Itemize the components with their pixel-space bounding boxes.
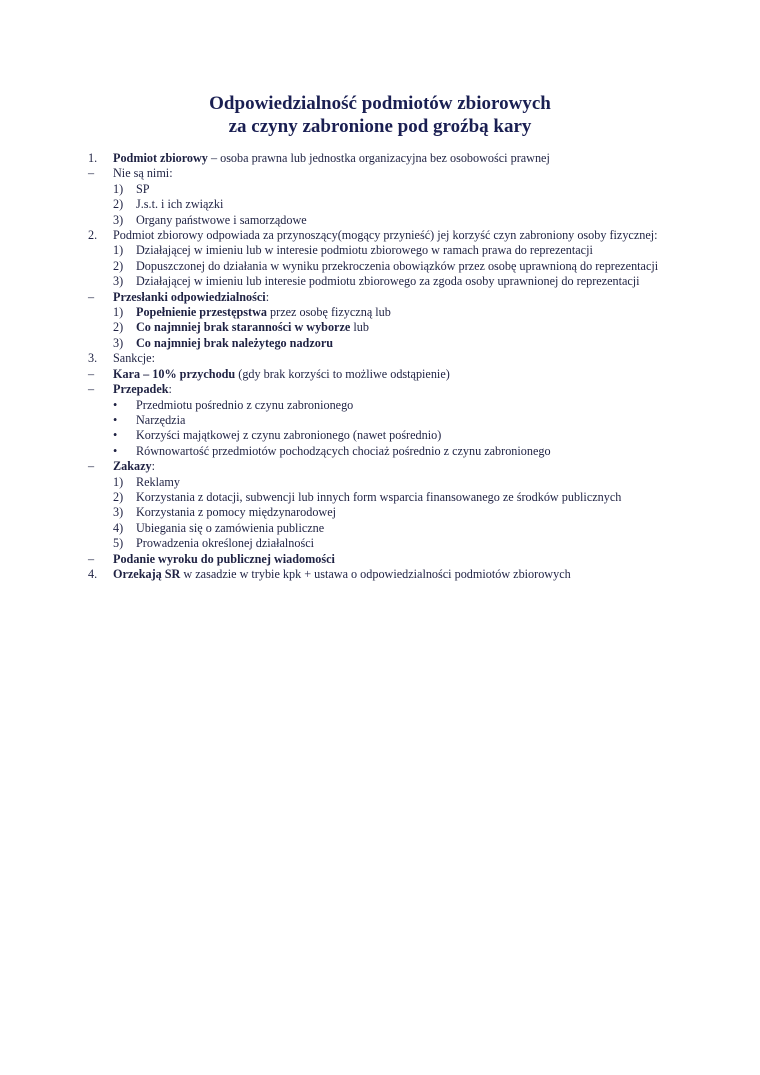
sub-item [88,259,678,274]
item-text: lub [350,320,369,335]
item-text: Sankcje: [113,351,155,366]
item-text: Działającej w imieniu lub w interesie podmiotu zbiorowego w ramach prawa do reprezentacji [136,243,593,258]
dash-marker: – [88,459,95,474]
list-item-4 [88,567,678,582]
sub-number: 3) [113,212,124,227]
bullet-item [88,428,678,443]
item-text: J.s.t. i ich związki [136,197,224,212]
sub-number: 3) [113,274,124,289]
item-text: w zasadzie w trybie kpk + ustawa o odpowiedzialności podmiotów zbiorowych [180,566,571,581]
bold-term: Przepadek [113,382,169,397]
list-number: 2. [88,228,98,243]
dash-item [88,382,678,397]
item-text: Korzystania z pomocy międzynarodowej [136,505,337,520]
list-item-1 [88,151,678,166]
item-text: Korzyści majątkowej z czynu zabronionego (nawet pośrednio) [136,428,442,443]
bullet-item [88,398,678,413]
sub-number: 2) [113,489,124,504]
bullet-marker: • [113,428,118,443]
sub-item [88,521,678,536]
sub-item [88,475,678,490]
item-text: Podmiot zbiorowy odpowiada za przynoszący(mogący przynieść) jej korzyść czyn zabroniony osoby fizycznej: [113,228,658,243]
sub-item [88,197,678,212]
sub-number: 3) [113,505,124,520]
bullet-marker: • [113,412,118,427]
bold-term: Orzekają SR [113,566,181,581]
sub-item [88,536,678,551]
dash-marker: – [88,382,95,397]
item-text: Przedmiotu pośrednio z czynu zabronionego [136,397,354,412]
dash-item [88,367,678,382]
item-text: Organy państwowe i samorządowe [136,212,307,227]
item-text: : [265,289,270,304]
item-text: : [168,382,172,397]
dash-marker: – [88,166,95,181]
sub-number: 2) [113,320,124,335]
item-text: Działającej w imieniu lub interesie podmiotu zbiorowego za zgoda osoby uprawnionej do reprezentacji [136,274,640,289]
sub-number: 1) [113,181,124,196]
bold-term: Co najmniej brak staranności w wyborze [136,320,351,335]
sub-item [88,505,678,520]
sub-item [88,320,678,335]
dash-item [88,166,678,181]
list-item-2 [88,228,678,243]
bold-term: Podmiot zbiorowy [113,151,208,165]
bullet-item [88,413,678,428]
item-text: : [151,459,155,474]
bold-term: Popełnienie przestępstwa [136,305,267,320]
sub-item [88,243,678,258]
sub-item [88,274,678,289]
bullet-marker: • [113,397,118,412]
sub-number: 4) [113,520,124,535]
dash-item [88,290,678,305]
sub-number: 5) [113,536,124,551]
bold-term: Kara – 10% przychodu [113,366,236,381]
item-text: Nie są nimi: [113,166,173,181]
bullet-item [88,444,678,459]
bold-term: Co najmniej brak należytego nadzoru [136,335,334,350]
sub-item [88,213,678,228]
bold-term: Przesłanki odpowiedzialności [113,289,266,304]
item-text: przez osobę fizyczną lub [267,305,391,320]
sub-number: 1) [113,243,124,258]
item-text: Dopuszczonej do działania w wyniku przekroczenia obowiązków przez osobę uprawnioną do reprezentacji [136,258,659,273]
sub-number: 1) [113,305,124,320]
dash-marker: – [88,366,95,381]
title-line-1: Odpowiedzialność podmiotów zbiorowych [209,93,551,114]
item-text: Narzędzia [136,412,186,427]
item-text: – osoba prawna lub jednostka organizacyjna bez osobowości prawnej [207,151,550,165]
list-item-3 [88,351,678,366]
sub-item [88,305,678,320]
dash-item [88,459,678,474]
bold-term: Podanie wyroku do publicznej wiadomości [113,551,335,566]
item-text: Równowartość przedmiotów pochodzących chociaż pośrednio z czynu zabronionego [136,443,551,458]
item-text: Korzystania z dotacji, subwencji lub innych form wsparcia finansowanego ze środków publicznych [136,489,622,504]
sub-item [88,490,678,505]
item-text: Ubiegania się o zamówienia publiczne [136,520,325,535]
sub-number: 1) [113,474,124,489]
item-text: Reklamy [136,474,181,489]
item-text: Prowadzenia określonej działalności [136,536,315,551]
sub-item [88,182,678,197]
bullet-marker: • [113,443,118,458]
sub-item [88,336,678,351]
sub-number: 3) [113,335,124,350]
dash-marker: – [88,289,95,304]
sub-number: 2) [113,197,124,212]
dash-marker: – [88,551,95,566]
list-number: 4. [88,566,98,581]
document-title [0,92,760,138]
bold-term: Zakazy [113,459,152,474]
item-text: SP [136,181,150,196]
list-number: 3. [88,351,98,366]
title-line-2: za czyny zabronione pod groźbą kary [228,116,532,137]
dash-item [88,552,678,567]
item-text: (gdy brak korzyści to możliwe odstąpienie) [235,366,450,381]
list-number: 1. [88,151,98,165]
document-body [88,151,678,582]
sub-number: 2) [113,258,124,273]
